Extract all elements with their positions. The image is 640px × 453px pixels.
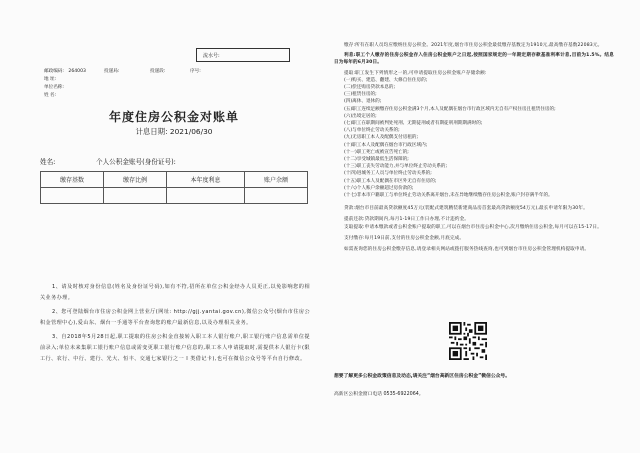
list-item: (五)职工连续足额缴存住房公积金满3个月,本人及配偶在烟台市行政区域内无自有产权住房且租赁住房的; — [344, 106, 556, 112]
list-item: (十二)享受城镇最低生活保障的; — [344, 157, 409, 163]
list-item: (九)无房职工本人及配偶支付房租的; — [344, 135, 419, 141]
payment-paragraph: 支付缴存:每月19日前,支付的住房公积金金额,月底完成。 — [344, 235, 465, 241]
person-name-row — [44, 92, 56, 98]
left-page — [34, 40, 314, 440]
cell-base — [41, 188, 104, 204]
withdrawal-timing-paragraph: 支取提取:申请本缴款或者公积金账户提取的职工,可以在烟台市住房公积金中心,次月缴纳住房公积金,每月可以在15-17日。 — [344, 224, 602, 230]
serial-number-box — [196, 48, 290, 62]
list-item: (八)与单位终止劳动关系的; — [344, 128, 400, 134]
list-item: (六)出境定居的; — [344, 113, 377, 119]
note-3: 3、自2018年5月28日起,职工提取的住房公积金直接转入职工本人银行账户,职工银行账户信息需单位提前录入;单位未来集职工银行账户信息或需变更职工银行账户信息的,职工本人申请提取时,需提供本人银行卡(限工行、农行、中行、建行、光大、恒丰、交通七家银行之一 I 类借记卡),也可在微信公众号等平台自行修改。 — [40, 334, 310, 362]
wechat-qr-code — [449, 322, 487, 360]
list-item: (十七)非本市户籍职工与单位终止劳动关系离开烟台,未在异地继续缴存住房公积金,账户封存满半年的。 — [344, 193, 553, 199]
unit-name-label: 单位名称: — [44, 85, 64, 90]
postal-code-row — [44, 68, 201, 74]
header-base: 缴存基数 — [41, 172, 104, 188]
list-item: (十一)职工死亡或被宣告死亡的; — [344, 149, 409, 155]
interest-paragraph: 利息:职工个人缴存的住房公积金存入住房公积金账户之日起,按照国家规定的一年期定期存款基准利率计息,目前为1.5%。结息日为每年的6月30日。 — [334, 53, 614, 66]
unit-name-row — [44, 84, 64, 90]
header-ratio: 缴存比例 — [103, 172, 166, 188]
account-line — [40, 156, 314, 166]
account-table — [40, 171, 308, 204]
serial-number-label: 流水号: — [203, 53, 220, 59]
address-label: 地 址: — [44, 77, 57, 82]
person-name-label: 姓 名: — [44, 93, 57, 98]
cell-ratio — [103, 188, 166, 204]
right-page — [334, 40, 614, 445]
loan-paragraph: 贷款:烟台市目前最高贷款额度45万元(装配式建筑精装新建商品房首套最高贷款额度54万元),最长申请年限为30年。 — [344, 206, 588, 212]
list-item: (二)偿还购房贷款本息的; — [344, 85, 396, 91]
withdrawal-paragraph: 提取:职工发生下列情形之一的,可申请提取住房公积金账户存储余额: — [344, 70, 487, 76]
sequence-label: 序号: — [190, 69, 201, 74]
list-item: (十)职工本人及配偶在烟台市行政区域内; — [344, 142, 428, 148]
list-item: (十三)职工丧失劳动能力,并与单位终止劳动关系的; — [344, 164, 448, 170]
interest-date: 计息日期: 2021/06/30 — [135, 127, 213, 136]
prepayment-paragraph: 提前还款:贷款期间内,每月1-19日工作日办理,不计违约金。 — [344, 217, 470, 223]
note-1: 1、请及时核对身份信息(姓名及身份证号码),如有不符,招所在单位公积金经办人员更正,以免影响您的相关业务办理。 — [40, 284, 310, 301]
list-item: (七)职工在职期间被判处死刑、无期徒刑或者有期徒刑刑期期满时的; — [344, 121, 483, 127]
postal-code-value: 264003 — [68, 69, 86, 74]
cell-balance — [245, 188, 308, 204]
list-item: (一)购买、建造、翻建、大修自住住房的; — [344, 77, 428, 83]
list-item: (四)离休、退休的; — [344, 99, 382, 105]
list-item: (十五)职工本人及配偶在市区外无自有住房的; — [344, 178, 437, 184]
list-item: (三)租赁住房的; — [344, 92, 377, 98]
holder-name-label: 姓名: — [40, 158, 56, 166]
deposit-paragraph: 缴存:所有在职人员均应缴纳住房公积金。2021年度,烟台市住房公积金最低缴存基数定为1910元,最高缴存基数22083元。 — [344, 43, 603, 48]
inquiry-paragraph: 如需查询您的住房公积金缴存信息,请登录相关网站或拨打服务热线查询,也可到烟台市住房公积金管理机构提取申请。 — [344, 247, 590, 253]
footer-wechat-note: 想要了解更多公积金政策信息及动态,请关注“烟台高新区住房公积金”微信公众号。 — [334, 374, 511, 379]
header-interest: 本年度利息 — [166, 172, 244, 188]
postal-code-label: 邮政编码: — [44, 69, 64, 74]
table-row — [41, 188, 308, 204]
delivery-office-label: 投递局: — [104, 69, 120, 74]
delivery-section-label: 投递段: — [150, 69, 166, 74]
address-row — [44, 76, 56, 82]
footer-phone: 高新区公积金窗口电话 0535-6922064。 — [334, 392, 424, 397]
note-2: 2、您可登陆烟台市住房公积金网上营业厅(网址: http://gjj.yantai.gov.cn),微信公众号(烟台市住房公积金管理中心),爱山东、烟台一手通等平台查询您的账户最新信息,以及办理相关业务。 — [40, 309, 310, 326]
notes-section — [40, 282, 310, 368]
list-item: (十六)个人账户余额超过房价款的; — [344, 185, 414, 191]
statement-title: 年度住房公积金对账单 — [108, 110, 239, 124]
account-number-label: 个人公积金账号(身份证号): — [96, 158, 176, 166]
header-balance: 账户余额 — [245, 172, 308, 188]
list-item: (十四)进城务工人员与单位终止劳动关系的; — [344, 171, 432, 177]
table-header-row — [41, 172, 308, 188]
cell-interest — [166, 188, 244, 204]
withdrawal-list — [334, 77, 614, 199]
